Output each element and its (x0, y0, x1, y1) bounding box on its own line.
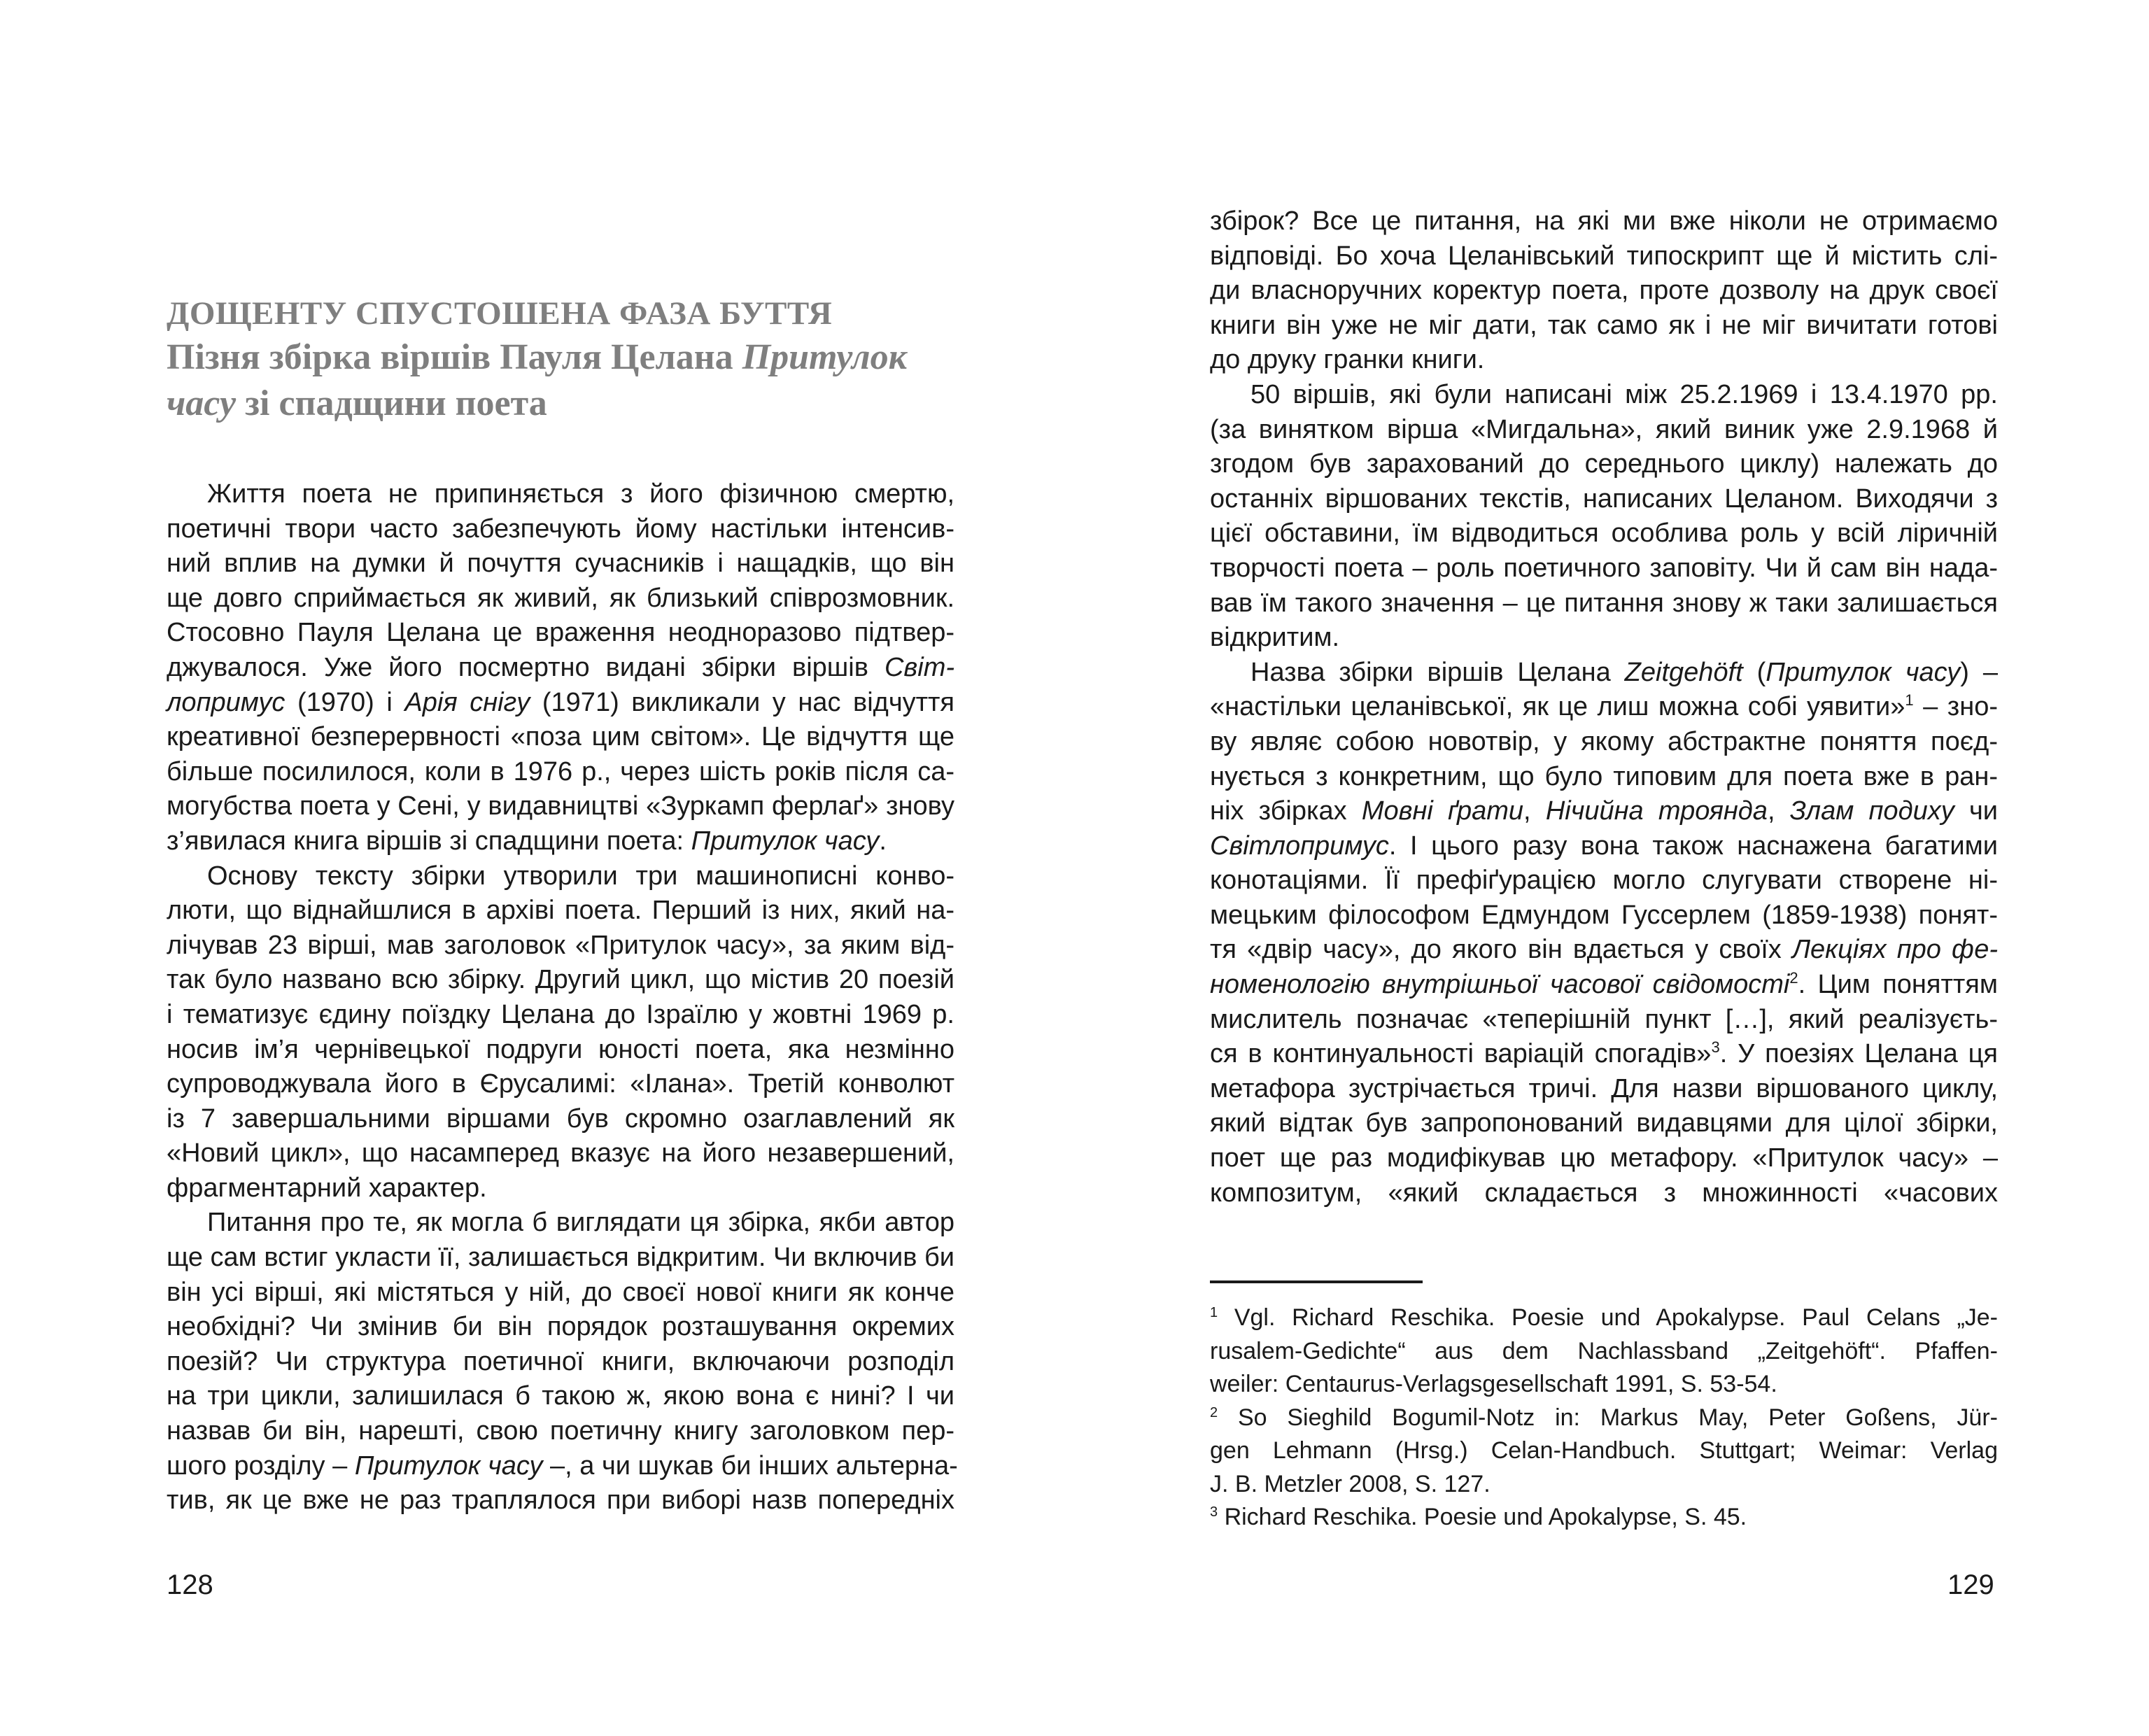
text-line: метафора зустрічається тричі. Для назви віршованого циклу, (1210, 1073, 1998, 1103)
text-line: так було названо всю збірку. Другий цикл, що містив 20 поезій (167, 965, 954, 995)
text-line: мецьким філософом Едмундом Гуссерлем (1859-1938) понят- (1210, 900, 1998, 930)
text-line: тя «двір часу», до якого він вдається у своїх Лекціях про фе- (1210, 935, 1998, 965)
text-line: (за винятком вірша «Мигдальна», який виник уже 2.9.1968 й (1210, 414, 1998, 444)
text-line: поетичні твори часто забезпечують йому настільки інтенсив- (167, 514, 954, 544)
footnotes (1210, 1301, 1998, 1534)
page-number: 129 (1947, 1569, 1994, 1600)
footnote-line: rusalem-Gedichte“ aus dem Nachlassband „Zeitgehöft“. Pfaffen- (1210, 1337, 1998, 1364)
text-line: Стосовно Пауля Целана це враження неодноразово підтвер- (167, 618, 954, 648)
text-line: могубства поета у Сені, у видавництві «Зуркамп ферлаґ» знову (167, 791, 954, 821)
text-line: композитум, «який складається з множинності «часових (1210, 1178, 1998, 1208)
text-line: супроводжувала його в Єрусалимі: «Ілана». Третій конволют (167, 1069, 954, 1099)
footnote-ref: 2 (1789, 969, 1798, 987)
text-line: «Новий цикл», що насамперед вказує на його незавершений, (167, 1138, 954, 1169)
footnote-line: $^3$ Richard Reschika. Poesie und Apokalypse, S. 45. (1210, 1504, 1747, 1530)
text-line: номенологію внутрішньої часової свідомості$^2$. Цим поняттям (1210, 969, 1998, 1000)
left-body-text (167, 477, 958, 1518)
text-line: фрагментарний характер. (167, 1173, 487, 1203)
text-line: ще сам встиг укласти її, залишається відкритим. Чи включив би (167, 1243, 954, 1273)
text-line: носив ім’я чернівецької подруги юності поета, яка незмінно (167, 1034, 954, 1064)
text-line: Назва збірки віршів Целана Zeitgehöft (Притулок часу) – (1250, 657, 1998, 687)
text-line: збірок? Все це питання, на які ми вже ніколи не отримаємо (1210, 206, 1998, 236)
heading-line-3: часу зі спадщини поета (167, 383, 547, 423)
footnote-divider (1210, 1280, 1423, 1283)
text-line: Світлопримус. І цього разу вона також наснажена багатими (1210, 831, 1998, 861)
text-line: який відтак був запропонований видавцями для цілої збірки, (1210, 1108, 1998, 1138)
left-page (0, 0, 1074, 1736)
text-line: на три цикли, залишилася б такою ж, якою вона є нині? І чи (167, 1381, 954, 1411)
footnote-line: J. B. Metzler 2008, S. 127. (1210, 1470, 1491, 1497)
text-line: Життя поета не припиняється з його фізичною смертю, (207, 479, 954, 509)
footnote-line: $^1$ Vgl. Richard Reschika. Poesie und Apokalypse. Paul Celans „Je- (1210, 1304, 1998, 1331)
footnote-ref: 1 (1905, 691, 1914, 710)
text-line: цієї обставини, їм відводиться особлива роль у всій ліричній (1210, 518, 1998, 549)
text-line: із 7 завершальними віршами був скромно озаглавлений як (167, 1103, 954, 1134)
text-line: ний вплив на думки й почуття сучасників і нащадків, що він (167, 549, 954, 579)
text-line: креативної безперервності «поза цим світом». Це відчуття ще (167, 722, 954, 752)
text-line: більше посилилося, коли в 1976 р., через шість років після са- (167, 756, 954, 786)
text-line: відкритим. (1210, 623, 1340, 653)
text-line: книги він уже не міг дати, так само як і не міг вичитати готові (1210, 310, 1998, 340)
text-line: мислитель позначає «теперішній пункт […], який реалізуєть- (1210, 1004, 1998, 1034)
text-line: до друку гранки книги. (1210, 345, 1485, 375)
heading-line-2: Пізня збірка віршів Пауля Целана Притулок (167, 337, 907, 377)
text-line: ся в континуальності варіацій спогадів»$^3$. У поезіях Целана ця (1210, 1038, 1998, 1069)
footnote-ref: 3 (1711, 1038, 1720, 1057)
text-line: поет ще раз модифікував цю метафору. «Притулок часу» – (1210, 1143, 1998, 1173)
text-line: 50 віршів, які були написані між 25.2.1969 і 13.4.1970 рр. (1250, 379, 1998, 409)
text-line: з’явилася книга віршів зі спадщини поета: Притулок часу. (167, 826, 887, 856)
text-line: останніх віршованих текстів, написаних Целаном. Виходячи з (1210, 484, 1998, 514)
text-line: тив, як це вже не раз траплялося при виборі назв попередніх (167, 1486, 954, 1516)
text-line: відповіді. Бо хоча Целанівський типоскрипт ще й містить слі- (1210, 241, 1998, 271)
text-line: «настільки целанівської, як це лиш можна собі уявити»$^1$ – зно- (1210, 691, 1999, 722)
text-line: необхідні? Чи змінив би він порядок розташування окремих (167, 1312, 954, 1342)
text-line: люти, що віднайшлися в архіві поета. Перший із них, який на- (167, 896, 954, 926)
footnote-line: weiler: Centaurus-Verlagsgesellschaft 1991, S. 53-54. (1210, 1371, 1777, 1397)
text-line: Основу тексту збірки утворили три машинописні конво- (207, 861, 954, 891)
text-line: ніх збірках Мовні ґрати, Нічийна троянда, Злам подиху чи (1210, 796, 1998, 826)
text-line: ди власноручних коректур поета, проте дозволу на друк своєї (1210, 276, 1998, 306)
chapter-heading (167, 292, 992, 427)
footnote-line: gen Lehmann (Hrsg.) Celan-Handbuch. Stuttgart; Weimar: Verlag (1210, 1437, 1998, 1464)
text-line: лопримус (1970) і Арія снігу (1971) викликали у нас відчуття (167, 687, 955, 717)
text-line: вав їм такого значення – це питання знову ж таки залишається (1210, 588, 1998, 618)
text-line: ще довго сприймається як живий, як близький співрозмовник. (167, 583, 954, 613)
text-line: ву являє собою новотвір, у якому абстрактне поняття поєд- (1210, 726, 1998, 756)
text-line: лічував 23 вірші, мав заголовок «Притулок часу», за яким від- (167, 930, 954, 960)
text-line: він усі вірші, які містяться у ній, до своєї нової книги як конче (167, 1277, 954, 1307)
text-line: нується з конкретним, що було типовим для поета вже в ран- (1210, 761, 1998, 791)
text-line: шого розділу – Притулок часу –, а чи шукав би інших альтерна- (167, 1451, 958, 1481)
text-line: згодом був зарахований до середнього циклу) належать до (1210, 449, 1998, 479)
right-body-text (1210, 204, 1998, 1211)
footnote-line: $^2$ So Sieghild Bogumil-Notz in: Markus May, Peter Goßens, Jür- (1210, 1404, 1998, 1431)
text-line: джувалося. Уже його посмертно видані збірки віршів Світ- (167, 652, 954, 682)
heading-line-1: ДОЩЕНТУ СПУСТОШЕНА ФАЗА БУТТЯ (167, 295, 833, 332)
text-line: і тематизує єдину поїздку Целана до Ізраїлю у жовтні 1969 р. (167, 999, 954, 1029)
text-line: поезій? Чи структура поетичної книги, включаючи розподіл (167, 1346, 954, 1376)
text-line: конотаціями. Її префіґурацією могло слугувати створене ні- (1210, 866, 1998, 896)
page-number: 128 (167, 1569, 213, 1600)
text-line: назвав би він, нарешті, свою поетичну книгу заголовком пер- (167, 1416, 954, 1446)
text-line: Питання про те, як могла б виглядати ця збірка, якби автор (207, 1208, 954, 1238)
text-line: творчості поета – роль поетичного заповіту. Чи й сам він нада- (1210, 553, 1998, 583)
